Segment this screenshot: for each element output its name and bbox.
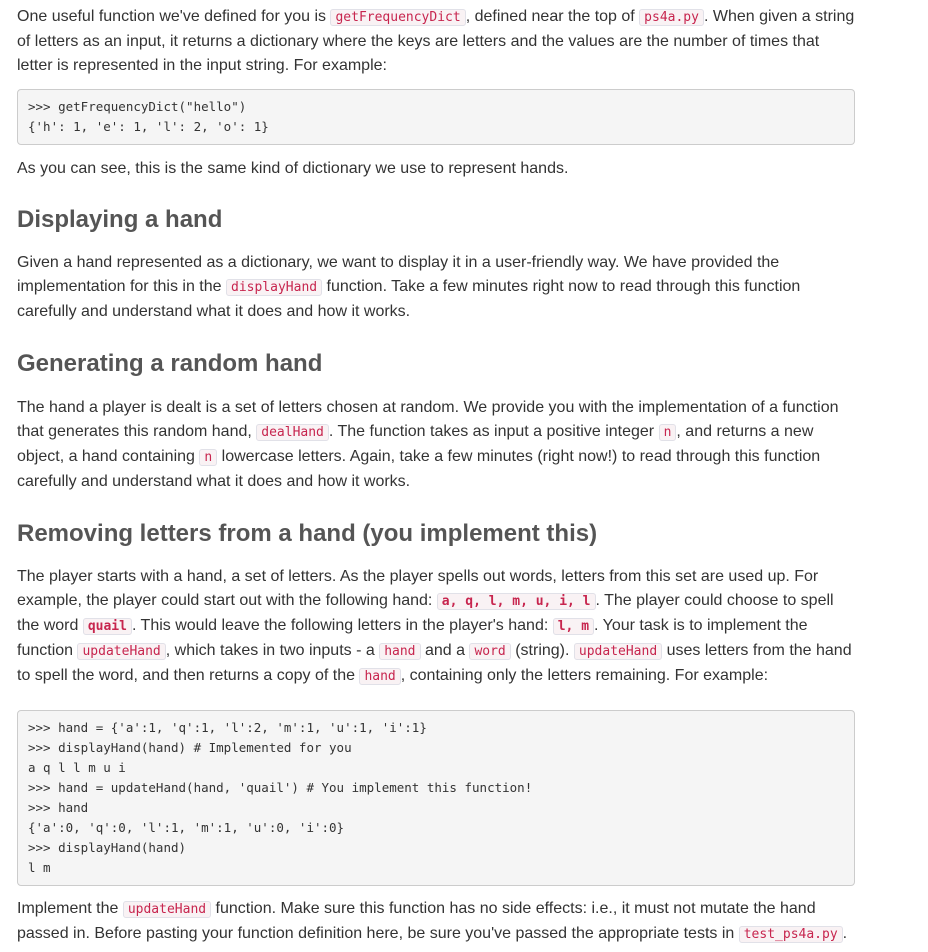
code-hand: hand	[359, 668, 400, 685]
code-line: >>> displayHand(hand) # Implemented for you	[28, 740, 352, 755]
final-text-1: Implement the	[17, 900, 123, 917]
intro-paragraph	[17, 5, 855, 78]
random-text-3: , and returns a new object, a hand containing	[17, 423, 814, 465]
code-line: >>> hand = {'a':1, 'q':1, 'l':2, 'm':1, 'u':1, 'i':1}	[28, 720, 427, 735]
code-n: n	[659, 424, 677, 441]
intro-text-1: One useful function we've defined for you is	[17, 8, 331, 25]
code-line: {'a':0, 'q':0, 'l':1, 'm':1, 'u':0, 'i':0}	[28, 820, 345, 835]
random-text-1: The hand a player is dealt is a set of letters chosen at random. We provide you with the implementation of a function that generates this random hand,	[17, 399, 839, 440]
code-example-frequency	[17, 89, 855, 145]
code-example-hand-letters: a, q, l, m, u, i, l	[437, 593, 596, 610]
code-line: >>> hand	[28, 800, 89, 815]
random-text-4: lowercase letters. Again, take a few minutes (right now!) to read through this function carefully and understand what it does and how it works.	[17, 448, 821, 490]
code-line: >>> getFrequencyDict("hello")	[28, 99, 247, 114]
code-word: word	[469, 643, 510, 660]
random-text-2: . The function takes as input a positive integer	[328, 423, 659, 440]
code-line: l m	[28, 860, 51, 875]
code-line: {'h': 1, 'e': 1, 'l': 2, 'o': 1}	[28, 119, 269, 134]
remove-text-9: , containing only the letters remaining. For example:	[400, 667, 769, 684]
remove-text-8: uses letters from the hand to spell the word, and then returns a copy of the	[17, 642, 852, 684]
code-line: >>> hand = updateHand(hand, 'quail') # You implement this function!	[28, 780, 533, 795]
remove-text-7: (string).	[510, 642, 574, 659]
code-quail: quail	[83, 618, 132, 635]
remove-text-2: . The player could choose to spell the word	[17, 592, 834, 634]
code-hand: hand	[379, 643, 420, 660]
code-remaining-letters: l, m	[553, 618, 594, 635]
remove-text-3: . This would leave the following letters in the player's hand:	[131, 617, 553, 634]
heading-displaying-hand: Displaying a hand	[17, 206, 223, 233]
code-example-updatehand	[17, 710, 855, 886]
code-test-filename: test_ps4a.py	[739, 926, 843, 943]
intro-text-2: , defined near the top of	[465, 8, 640, 25]
code-ps4a-filename: ps4a.py	[639, 9, 704, 26]
remove-text-5: , which takes in two inputs - a	[165, 642, 380, 659]
heading-random-hand: Generating a random hand	[17, 350, 323, 377]
code-updatehand: updateHand	[77, 643, 165, 660]
remove-text-4: . Your task is to implement the function	[17, 617, 808, 659]
code-n: n	[199, 449, 217, 466]
intro-text-3: . When given a string of letters as an input, it returns a dictionary where the keys are letters and the values are the number of times that letter is represented in the input string. For example:	[17, 8, 855, 74]
remove-letters-paragraph	[17, 565, 855, 689]
final-text-2: function. Make sure this function has no side effects: i.e., it must not mutate the hand passed in. Before pasting your function definition here, be sure you've passed the appropriate tests in	[17, 900, 816, 942]
implement-instructions-paragraph	[17, 897, 855, 947]
code-line: a q l l m u i	[28, 760, 126, 775]
code-updatehand: updateHand	[574, 643, 662, 660]
remove-text-6: and a	[420, 642, 470, 659]
display-text-2: function. Take a few minutes right now to read through this function carefully and understand what it does and how it works.	[17, 278, 801, 320]
remove-text-1: The player starts with a hand, a set of letters. As the player spells out words, letters from this set are used up. For example, the player could start out with the following hand:	[17, 568, 819, 609]
code-dealhand: dealHand	[256, 424, 329, 441]
code-getfrequencydict: getFrequencyDict	[330, 9, 465, 26]
final-text-3: .	[842, 925, 848, 942]
display-hand-paragraph	[17, 251, 855, 324]
code-displayhand: displayHand	[226, 279, 322, 296]
random-hand-paragraph	[17, 396, 855, 494]
code-updatehand: updateHand	[123, 901, 211, 918]
heading-removing-letters: Removing letters from a hand (you implement this)	[17, 520, 598, 547]
hands-note-paragraph: As you can see, this is the same kind of dictionary we use to represent hands.	[17, 160, 569, 177]
code-line: >>> displayHand(hand)	[28, 840, 187, 855]
display-text-1: Given a hand represented as a dictionary, we want to display it in a user-friendly way. We have provided the implementation for this in the	[17, 254, 780, 295]
